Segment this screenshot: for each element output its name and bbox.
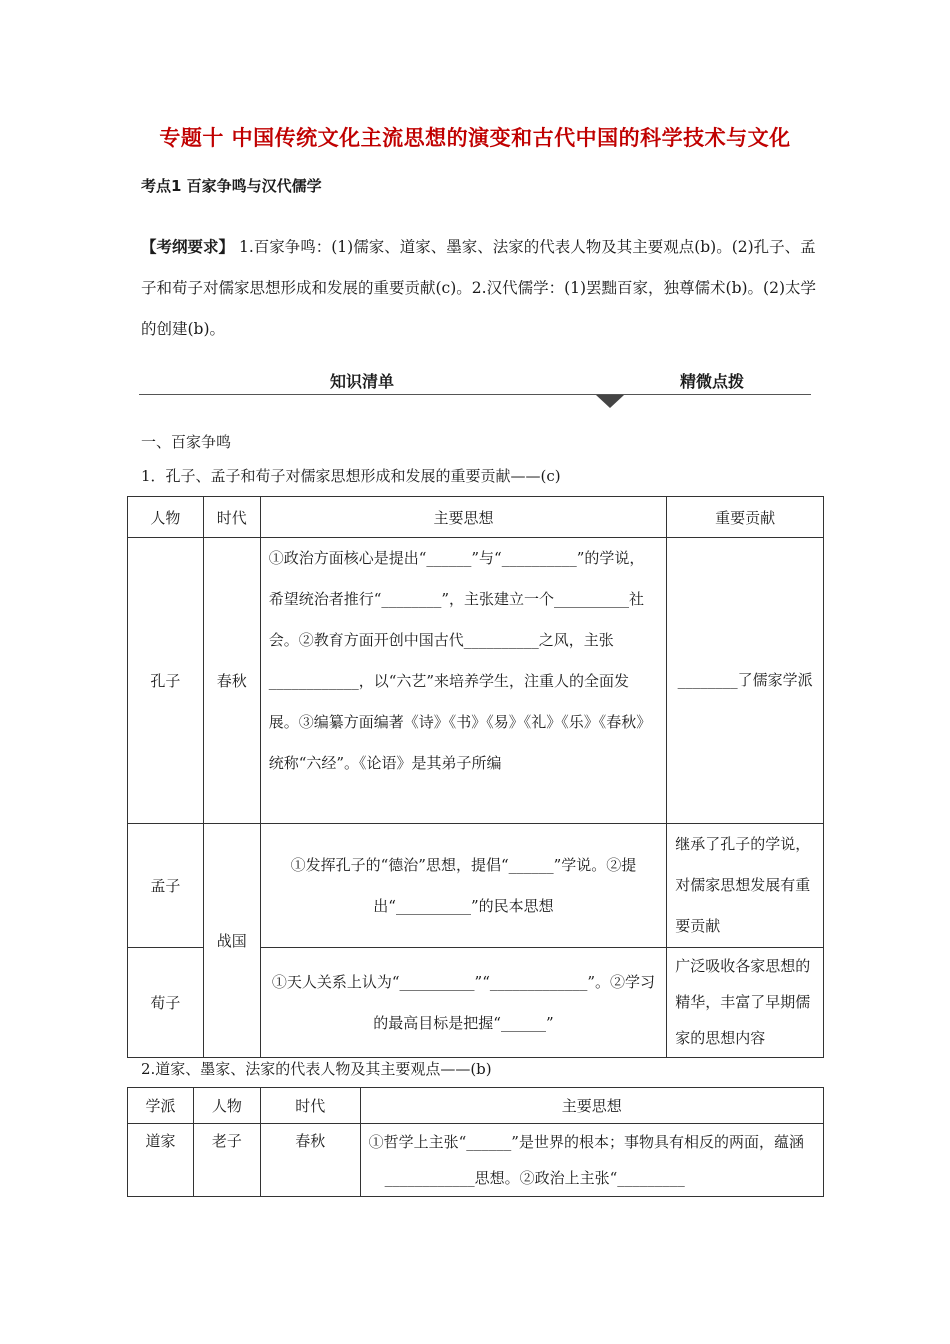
table-cell-era: 春秋	[203, 538, 260, 824]
table-cell-thought: ①哲学上主张“______”是世界的根本；事物具有相反的两面，蕴涵____________思想。②政治上主张“_________	[360, 1124, 823, 1197]
section-title-1: 一、百家争鸣	[141, 433, 232, 451]
schools-table	[127, 1087, 824, 1197]
table-header: 时代	[260, 1088, 360, 1124]
table-cell-contribution: ________了儒家学派	[667, 538, 824, 824]
table-header: 学派	[128, 1088, 194, 1124]
section-heading: 考点1 百家争鸣与汉代儒学	[141, 177, 322, 195]
subsection-title-1: 1．孔子、孟子和荀子对儒家思想形成和发展的重要贡献——(c)	[141, 467, 561, 485]
table-cell-thought: ①政治方面核心是提出“______”与“__________”的学说，希望统治者推行“________”，主张建立一个__________社会。②教育方面开创中国古代__________之风，主张____________，以“六艺”来培养学生，注重人的全面发展。③编纂方面编著《诗》《书》《易》《礼》《乐》《春秋》统称“六经”。《论语》是其弟子所编	[260, 538, 667, 824]
table-cell-person: 荀子	[128, 948, 204, 1058]
requirements-label: 【考纲要求】	[141, 237, 235, 256]
bar-left-label: 知识清单	[330, 372, 395, 391]
table-cell-contribution: 广泛吸收各家思想的精华，丰富了早期儒家的思想内容	[667, 948, 824, 1058]
confucian-table	[127, 496, 824, 1058]
triangle-marker-icon	[596, 395, 624, 408]
table-cell-era: 春秋	[260, 1124, 360, 1197]
table-header: 主要思想	[260, 497, 667, 538]
table-cell-thought: ①天人关系上认为“__________”“_____________”。②学习的最高目标是把握“______”	[260, 948, 667, 1058]
table-header: 时代	[203, 497, 260, 538]
table-header: 人物	[128, 497, 204, 538]
divider-line	[139, 394, 811, 395]
table-header: 主要思想	[360, 1088, 823, 1124]
subsection-title-2: 2.道家、墨家、法家的代表人物及其主要观点——(b)	[141, 1060, 492, 1078]
table-header: 人物	[193, 1088, 260, 1124]
exam-requirements	[141, 226, 821, 350]
table-cell-person: 老子	[193, 1124, 260, 1197]
table-cell-person: 孟子	[128, 824, 204, 948]
page-title: 专题十 中国传统文化主流思想的演变和古代中国的科学技术与文化	[159, 126, 791, 150]
table-cell-era: 战国	[203, 824, 260, 1058]
table-cell-contribution: 继承了孔子的学说，对儒家思想发展有重要贡献	[667, 824, 824, 948]
requirements-text: 1.百家争鸣：(1)儒家、道家、墨家、法家的代表人物及其主要观点(b)。(2)孔子、孟子和荀子对儒家思想形成和发展的重要贡献(c)。2.汉代儒学：(1)罢黜百家，独尊儒术(b)。(2)太学的创建(b)。	[141, 238, 816, 338]
table-cell-person: 孔子	[128, 538, 204, 824]
table-cell-school: 道家	[128, 1124, 194, 1197]
table-cell-thought: ①发挥孔子的“德治”思想，提倡“______”学说。②提出“__________”的民本思想	[260, 824, 667, 948]
bar-right-label: 精微点拨	[680, 372, 745, 391]
table-header: 重要贡献	[667, 497, 824, 538]
